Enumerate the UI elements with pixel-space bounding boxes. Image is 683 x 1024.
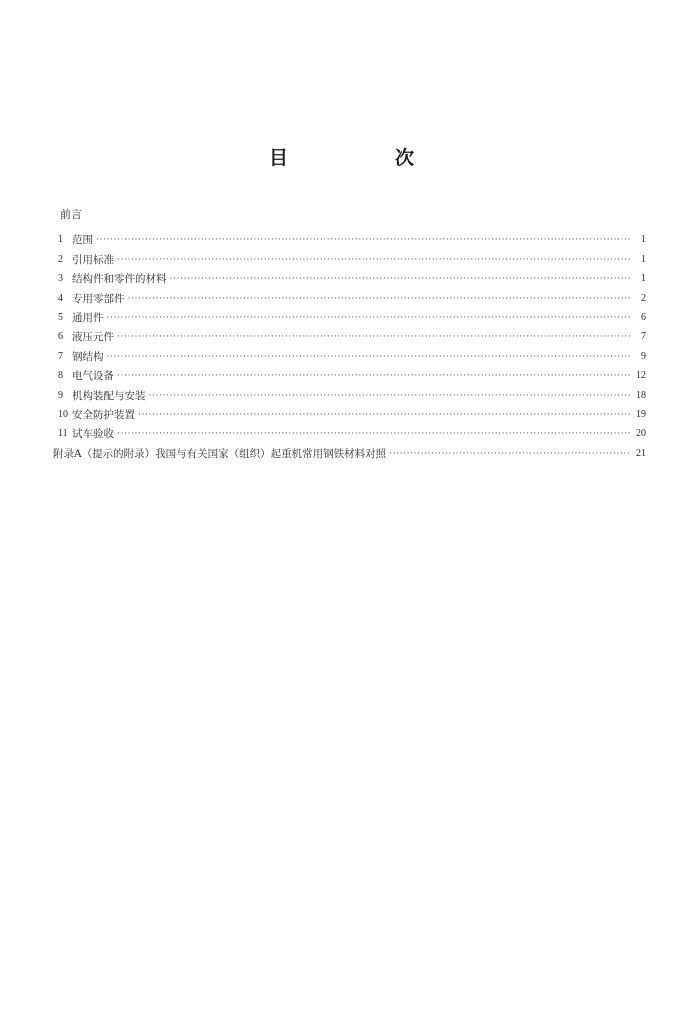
toc-dot-leader [107,311,632,323]
toc-entry-title: 电气设备 [72,370,114,383]
toc-dot-leader [138,408,631,420]
toc-entry-7 [52,343,646,362]
toc-entry-title: 通用件 [72,311,104,324]
toc-entry-6 [52,324,646,343]
toc-entry-page: 9 [641,350,646,362]
toc-entry-3 [52,266,646,285]
toc-entry-8 [52,363,646,382]
toc-entry-title: 机构装配与安装 [72,389,146,402]
toc-dot-leader [170,272,632,284]
toc-dot-leader [117,369,631,381]
toc-entry-number: 5 [58,311,63,323]
toc-entry-title: 试车验收 [72,428,114,441]
toc-entry-number: 2 [58,253,63,265]
toc-entry-number: 3 [58,273,63,285]
toc-entry-number: 7 [58,350,63,362]
toc-entry-page: 19 [636,408,646,420]
toc-entry-title: 附录A（提示的附录）我国与有关国家（组织）起重机常用钢铁材料对照 [53,447,387,460]
toc-entry-title: 安全防护装置 [72,408,135,421]
toc-entry-4 [52,285,646,304]
toc-dot-leader [149,389,632,401]
toc-dot-leader [128,292,632,304]
toc-entry-number: 6 [58,331,63,343]
toc-entry-title: 专用零部件 [72,292,125,305]
toc-entry-appendix-a [52,440,646,459]
toc-entry-page: 7 [641,331,646,343]
toc-entry-page: 18 [636,389,646,401]
toc-entry-1 [52,227,646,246]
toc-dot-leader [96,233,631,245]
toc-entry-number: 10 [58,408,68,420]
table-of-contents [52,227,646,460]
toc-entry-number: 4 [58,292,63,304]
toc-dot-leader [117,330,631,342]
toc-dot-leader [117,427,631,439]
toc-dot-leader [389,447,631,459]
toc-entry-page: 21 [636,447,646,459]
toc-entry-page: 2 [641,292,646,304]
toc-entry-page: 6 [641,311,646,323]
toc-entry-5 [52,305,646,324]
toc-entry-title: 结构件和零件的材料 [72,273,167,286]
toc-entry-number: 8 [58,370,63,382]
toc-entry-11 [52,421,646,440]
toc-entry-10 [52,402,646,421]
toc-entry-number: 9 [58,389,63,401]
preface-entry: 前言 [60,208,82,221]
toc-entry-page: 1 [641,234,646,246]
toc-entry-page: 1 [641,253,646,265]
toc-entry-title: 液压元件 [72,331,114,344]
toc-dot-leader [117,253,631,265]
toc-entry-title: 引用标准 [72,253,114,266]
toc-dot-leader [107,350,632,362]
toc-entry-number: 1 [58,234,63,246]
toc-entry-9 [52,382,646,401]
toc-entry-2 [52,246,646,265]
toc-entry-page: 12 [636,370,646,382]
toc-entry-title: 范围 [72,234,93,247]
toc-entry-number: 11 [58,428,68,440]
toc-entry-page: 20 [636,428,646,440]
toc-entry-page: 1 [641,273,646,285]
page-title: 目 次 [268,147,458,169]
toc-entry-title: 钢结构 [72,350,104,363]
